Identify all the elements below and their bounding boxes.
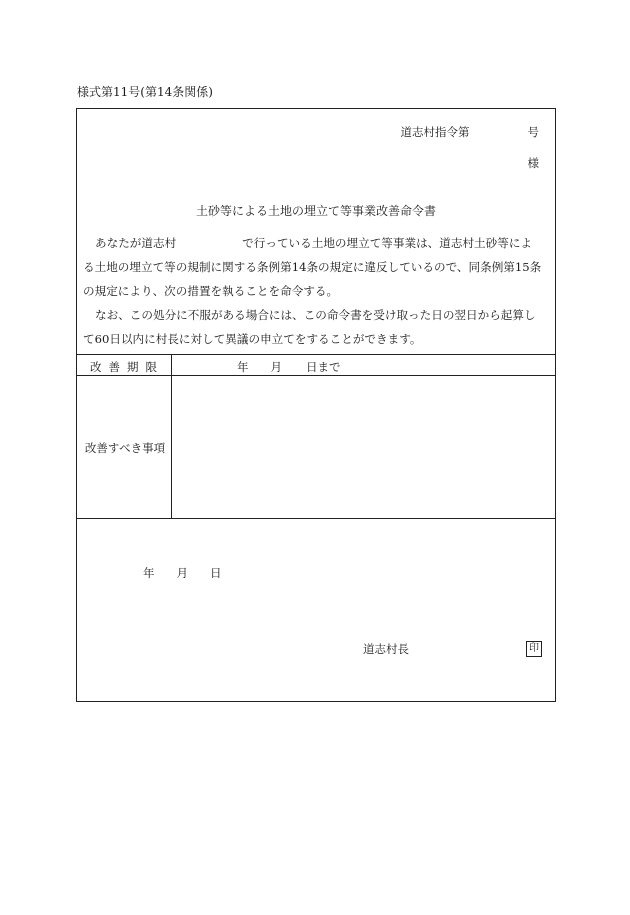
body-line-3: の規定により、次の措置を執ることを命令する。 xyxy=(83,284,339,298)
deadline-value xyxy=(237,359,341,375)
order-body xyxy=(77,231,557,351)
mayor-title: 道志村長 xyxy=(363,642,409,656)
order-number-suffix: 号 xyxy=(527,125,539,139)
table-bottom-rule xyxy=(77,518,555,519)
table-column-divider xyxy=(171,354,172,518)
issue-date xyxy=(143,565,222,581)
issue-day: 日 xyxy=(210,566,222,580)
addressee-honorific: 様 xyxy=(527,156,539,170)
seal-mark: 印 xyxy=(526,641,542,657)
body-line-1a: あなたが道志村 xyxy=(95,236,177,250)
body-line-2: る土地の埋立て等の規制に関する条例第14条の規定に違反しているので、同条例第15条 xyxy=(83,260,542,274)
deadline-label: 改善期限 xyxy=(90,360,164,374)
body-line-1 xyxy=(83,231,553,255)
improvement-items-label: 改善すべき事項 xyxy=(84,441,166,455)
order-document-frame xyxy=(76,108,556,702)
deadline-day: 日まで xyxy=(306,360,341,374)
body-line-4-text: なお、この処分に不服がある場合には、この命令書を受け取った日の翌日から起算し xyxy=(95,308,536,322)
table-top-rule xyxy=(77,354,555,355)
body-line-1b: で行っている土地の埋立て等事業は、道志村土砂等によ xyxy=(242,236,533,250)
issue-year: 年 xyxy=(143,566,155,580)
body-line-5: て60日以内に村長に対して異議の申立てをすることができます。 xyxy=(83,332,422,346)
body-line-4 xyxy=(83,303,553,327)
deadline-year: 年 xyxy=(237,360,249,374)
issue-month: 月 xyxy=(176,566,188,580)
deadline-month: 月 xyxy=(270,360,282,374)
document-title: 土砂等による土地の埋立て等事業改善命令書 xyxy=(195,204,436,218)
order-number-prefix: 道志村指令第 xyxy=(400,125,470,139)
table-mid-rule xyxy=(77,375,555,376)
order-number-line xyxy=(401,124,540,140)
form-number-label: 様式第11号(第14条関係) xyxy=(77,85,213,99)
